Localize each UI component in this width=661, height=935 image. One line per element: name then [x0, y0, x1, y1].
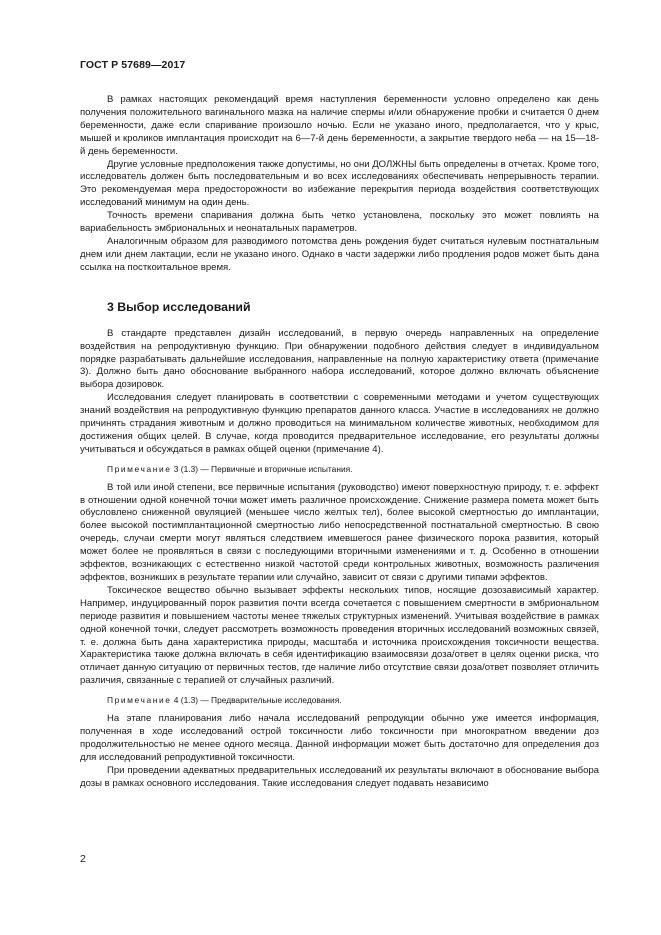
note-4	[80, 694, 599, 707]
paragraph-intro-4: Аналогичным образом для разводимого потомства день рождения будет считаться нулевым постнатальным днем или днем лактации, если не указано иного. Однако в части задержки либо продления родов может быть дана ссылка на посткоитальное время.	[80, 235, 599, 273]
section-heading: 3 Выбор исследований	[107, 299, 251, 314]
paragraph-intro-2: Другие условные предположения также допустимы, но они ДОЛЖНЫ быть определены в отчетах. Кроме того, исследователь должен быть последовательным и во всех исследованиях обеспечивать непрерывность терапии. Это рекомендуемая мера предосторожности во избежание перекрытия периода воздействия соответствующих исследований минимум на один день.	[80, 158, 599, 209]
note-4-label: Примечание	[107, 695, 172, 706]
paragraph-intro-3: Точность времени спаривания должна быть четко установлена, поскольку это может повлиять на вариабельность эмбриональных и неонатальных параметров.	[80, 210, 599, 235]
document-body	[80, 94, 599, 791]
paragraph-section-4: Токсическое вещество обычно вызывает эффекты нескольких типов, носящие дозозависимый характер. Например, индуцированный порок развития почти всегда сочетается с повышением смертности в эмбриональном периоде развития и повышением частоты менее тяжелых структурных изменений. Учитывая воздействие в рамках одной конечной точки, следует рассмотреть возможность проведения вторичных исследований возможных связей, т. е. должна быть дана характеристика природы, масштаба и источника происхождения токсичности вещества. Характеристика также должна включать в себя идентификацию взаимосвязи доза/ответ в целях оценки риска, что отличает данную ситуацию от первичных тестов, где наличие либо отсутствие связи доза/ответ позволяет отличить различия, связанные с терапией от случайных различий.	[80, 584, 599, 687]
paragraph-section-6: При проведении адекватных предварительных исследований их результаты включают в обоснование выбора дозы в рамках основного исследования. Такие исследования следует подавать независимо	[80, 764, 599, 789]
paragraph-section-5: На этапе планирования либо начала исследований репродукции обычно уже имеется информация, полученная в ходе исследований острой токсичности либо токсичности при многократном введении доз продолжительностью не менее одного месяца. Данной информации может быть достаточно для определения доз для исследований репродуктивной токсичности.	[80, 713, 599, 763]
paragraph-intro-1: В рамках настоящих рекомендаций время наступления беременности условно определено как день получения положительного вагинального мазка на наличие спермы и/или обнаружение пробки и считается 0 днем беременности, даже если спаривание произошло ночью. Если не указано иного, предполагается, что у крыс, мышей и кроликов имплантация происходит на 6—7-й день беременности, а закрытие твердого неба — на 15—18-й день беременности.	[80, 94, 599, 157]
note-3-text: 3 (1.3) — Первичные и вторичные испытания.	[171, 463, 353, 474]
note-4-text: 4 (1.3) — Предварительные исследования.	[171, 695, 342, 706]
paragraph-section-2: Исследования следует планировать в соответствии с современными методами и учетом существующих знаний воздействия на репродуктивную функцию препаратов данного класса. Участие в исследованиях не должно причинять страдания животным и должно проводиться на минимальном количестве животных, необходимом для достижения общих целей. В случае, когда проводится предварительное исследование, его результаты должны учитываться и обсуждаться в рамках общей оценки (примечание 4).	[80, 392, 599, 455]
page-number: 2	[80, 853, 86, 865]
paragraph-section-1: В стандарте представлен дизайн исследований, в первую очередь направленных на определение воздействия на репродуктивную функцию. При обнаружении подобного действия следует в индивидуальном порядке разрабатывать дальнейшие исследования, направленные на полную характеристику ответа (примечание 3). Должно быть дано обоснование выбранного набора исследований, которое должно включать объяснение выбора дозировок.	[80, 327, 599, 391]
note-3-label: Примечание	[107, 463, 172, 474]
paragraph-section-3: В той или иной степени, все первичные испытания (руководство) имеют поверхностную природу, т. е. эффект в отношении одной конечной точки может иметь различное происхождение. Снижение размера помета может быть обусловлено сниженной овуляцией (меньшее число желтых тел), более высокой смертностью до имплантации, более высокой постимплантационной смертностью либо непосредственной постнатальной смертностью. В свою очередь, случаи смерти могут являться следствием имевшегося ранее физического порока развития, который может более не проявляться в связи с последующими вторичными изменениями и т. д. Особенно в отношении эффектов, возникающих с естественно низкой частотой среди контрольных животных, возможность различения эффектов, возникших в результате терапии или случайно, зависит от связи с другими типами эффектов.	[80, 481, 599, 583]
note-3	[80, 463, 599, 476]
standard-header: ГОСТ Р 57689—2017	[80, 59, 186, 71]
